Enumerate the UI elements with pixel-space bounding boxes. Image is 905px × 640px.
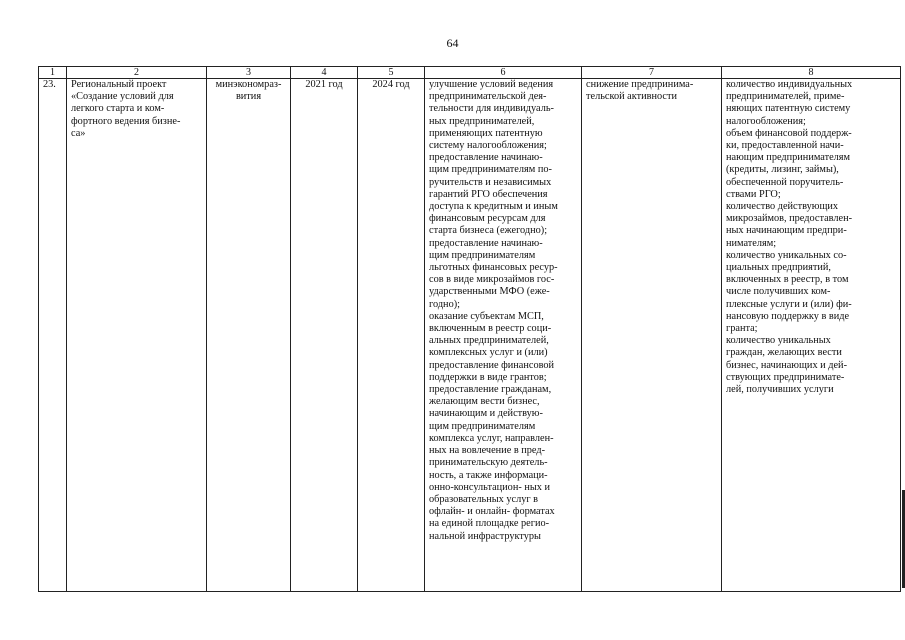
table-row [39,79,901,592]
column-number: 7 [582,67,722,79]
end-year-cell: 2024 год [358,79,425,592]
page-number: 64 [446,36,459,50]
expected-result-cell: улучшение условий ведения предпринимательской дея- тельности для индивидуаль- ных предпринимателей, применяющих патентную систему налогообложения; предоставление начинаю- щим предпринимателям по- ручительств и независимых гарантий РГО обеспечения доступа к кредитным и иным финансовым ресурсам для старта бизнеса (ежегодно); предоставление начинаю- щим предпринимателям льготных финансовых ресур- сов в виде микрозаймов гос- ударственными МФО (еже- годно); оказание субъектам МСП, включенным в реестр соци- альных предпринимателей, комплексных услуг и (или) предоставление финансовой поддержки в виде грантов; предоставление гражданам, желающим вести бизнес, начинающим и действую- щим предпринимателям комплекса услуг, направлен- ных на вовлечение в пред- принимательскую деятель- ность, а также информаци- онно-консультацион- ных и образовательных услуг в офлайн- и онлайн- форматах на единой площадке регио- нальной инфраструктуры [425,79,582,592]
responsible-cell: минэкономраз- вития [207,79,291,592]
column-number: 4 [291,67,358,79]
indicators-cell: количество индивидуальных предпринимателей, приме- няющих патентную систему налогообложения; объем финансовой поддерж- ки, предоставленной начи- нающим предпринимателям (кредиты, лизинг, займы), обеспеченной поручитель- ствами РГО; количество действующих микрозаймов, предоставлен- ных начинающим предпри- нимателям; количество уникальных со- циальных предприятий, включенных в реестр, в том числе получивших ком- плексные услуги и (или) фи- нансовую поддержку в виде гранта; количество уникальных граждан, желающих вести бизнес, начинающих и дей- ствующих предпринимате- лей, получивших услуги [722,79,901,592]
consequence-cell: снижение предпринима- тельской активности [582,79,722,592]
column-number: 5 [358,67,425,79]
column-number: 1 [39,67,67,79]
row-number-cell: 23. [39,79,67,592]
measures-table [38,66,901,592]
column-number-row [39,67,901,79]
start-year-cell: 2021 год [291,79,358,592]
column-number: 2 [67,67,207,79]
column-number: 8 [722,67,901,79]
column-number: 3 [207,67,291,79]
project-name-cell: Региональный проект «Создание условий для легкого старта и ком- фортного ведения бизне- са» [67,79,207,592]
column-number: 6 [425,67,582,79]
